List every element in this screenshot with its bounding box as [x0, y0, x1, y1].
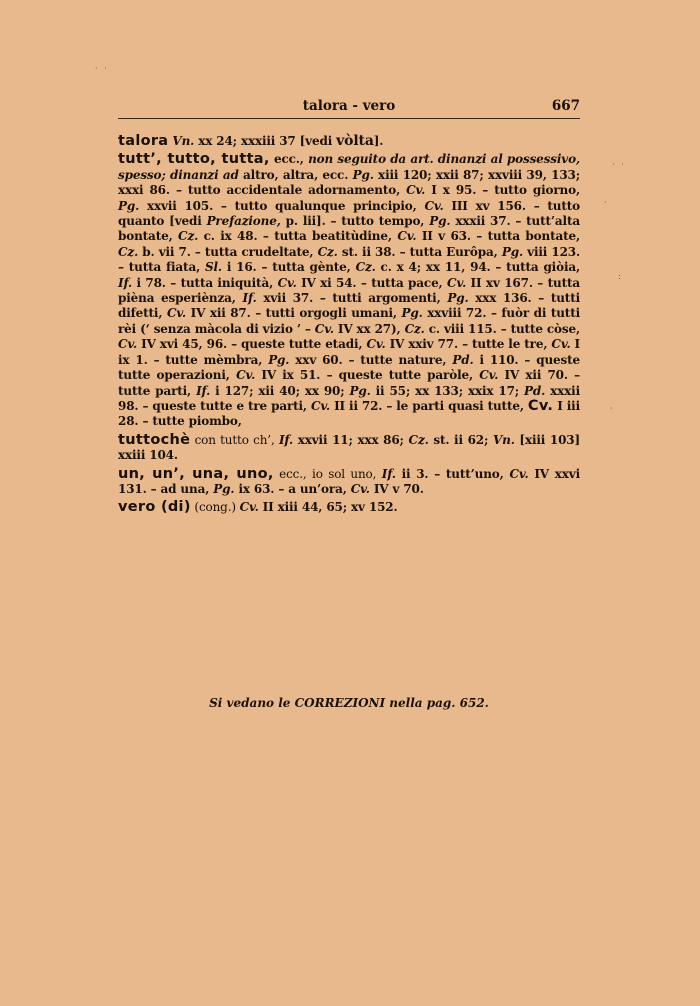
abbr: Pg. — [352, 167, 374, 182]
paper-speck: : — [618, 272, 623, 281]
text: viii 123. – tutta fiata, — [118, 244, 580, 275]
entry-tuttoche — [118, 433, 580, 464]
text: p. lii]. – tutto tempo, — [280, 214, 430, 229]
text: ix 63. – a un’ora, — [234, 481, 351, 496]
text: II xiii 44, 65; xv 152. — [258, 500, 398, 515]
abbr: Cv. — [447, 275, 467, 290]
entry-talora — [118, 134, 580, 149]
abbr: If. — [381, 466, 396, 481]
paper-speck: · · — [612, 160, 626, 169]
paper-speck: · — [610, 404, 615, 413]
headword: tuttochè — [118, 431, 191, 448]
text: (cong.) — [190, 500, 240, 515]
text: IV xx 27), — [333, 321, 405, 336]
text: xxxii 37. – tutt’alta bontate, — [118, 214, 580, 244]
text: III xv 156. – tutto quanto [vedi — [118, 198, 580, 229]
text: ecc., — [269, 152, 309, 167]
text: i 78. – tutta iniquità, — [132, 275, 278, 290]
abbr: Vn. — [172, 134, 195, 148]
text: ]. — [373, 134, 384, 148]
text: c. ix 48. – tutta beatitùdine, — [198, 229, 398, 244]
running-head — [118, 96, 580, 119]
headword: un, un’, una, uno, — [118, 465, 274, 482]
abbr: Cv. — [366, 337, 386, 352]
text: xvii 37. – tutti argomenti, — [256, 291, 448, 306]
text: IV xvi 45, 96. – queste tutte etadi, — [137, 337, 367, 352]
page-number: 667 — [551, 98, 580, 114]
text: IV xxiv 77. – tutte le tre, — [385, 337, 552, 352]
headword: talora — [118, 133, 169, 149]
abbr: Cv. — [397, 229, 417, 244]
text: i 16. – tutta gènte, — [221, 260, 356, 275]
abbr: Cv. — [311, 398, 331, 413]
entry-vero — [118, 500, 580, 515]
abbr: Cv. — [277, 275, 297, 290]
dictionary-entries — [118, 134, 580, 519]
cross-reference-headword: Cv. — [527, 397, 554, 414]
abbr: Cv. — [424, 198, 444, 213]
text: xxv 60. – tutte nature, — [289, 352, 453, 367]
text: xiii 120; xxii 87; xxviii 39, 133; xxxi 86. – tutto accidentale adornamento, — [118, 167, 580, 198]
abbr: Cz. — [408, 432, 429, 447]
text: IV xi 54. – tutta pace, — [296, 275, 448, 290]
headword: tutt’, tutto, tutta, — [118, 151, 270, 168]
paper-speck: · — [604, 198, 609, 207]
text: st. ii 62; — [428, 432, 493, 447]
abbr: Sl. — [205, 260, 222, 275]
abbr: Pg. — [213, 481, 235, 496]
abbr: Pg. — [268, 352, 290, 367]
abbr: If. — [118, 275, 133, 290]
abbr: Cv. — [551, 337, 571, 352]
text: IV xii 87. – tutti orgogli umani, — [186, 306, 402, 321]
text: ii 3. – tutt’uno, — [395, 466, 510, 481]
running-head-title: talora - vero — [302, 98, 396, 114]
abbr: Pg. — [401, 306, 423, 321]
abbr: Cz. — [355, 260, 376, 275]
text: xxxii 98. – queste tutte e tre parti, — [118, 383, 580, 413]
text: st. ii 38. – tutta Eurôpa, — [337, 244, 502, 259]
abbr: Cz. — [118, 244, 139, 259]
abbr: Pd. — [524, 383, 546, 398]
abbr: Cv. — [406, 183, 426, 198]
text: II xv 167. – tutta pièna esperiènza, — [118, 275, 580, 306]
entry-tutto — [118, 152, 580, 429]
text: c. x 4; xx 11, 94. – tutta giòia, — [375, 260, 581, 275]
cross-reference: vòlta — [336, 133, 374, 149]
abbr: Pg. — [349, 383, 371, 398]
text: i 110. – queste tutte operazioni, — [118, 352, 581, 383]
abbr: Cv. — [236, 368, 256, 383]
abbr: If. — [242, 291, 257, 306]
text: I ix 1. – tutte mèmbra, — [118, 337, 581, 367]
headword: vero (di) — [118, 499, 191, 516]
abbr: Pg. — [501, 244, 523, 259]
text: xxx 136. – tutti difetti, — [118, 291, 580, 321]
text: xxvii 11; xxx 86; — [293, 432, 409, 447]
abbr: If. — [196, 383, 211, 398]
abbr: Pg. — [429, 214, 451, 229]
abbr: Cz. — [317, 244, 338, 259]
abbr: Cz. — [178, 229, 199, 244]
text: II v 63. – tutta bontate, — [416, 229, 581, 244]
paper-speck: · · — [95, 64, 109, 73]
text: i 127; xii 40; xx 90; — [210, 383, 350, 398]
abbr: Cv. — [479, 368, 499, 383]
text: c. viii 115. – tutte còse, — [424, 321, 580, 336]
abbr: Cv. — [314, 321, 334, 336]
abbr: Cv. — [166, 306, 187, 321]
text: II ii 72. – le parti quasi tutte, — [330, 398, 528, 413]
text: I x 95. – tutto giorno, — [425, 183, 580, 198]
abbr: Cz. — [404, 321, 425, 336]
text: ii 55; xx 133; xxix 17; — [370, 383, 525, 398]
text: b. vii 7. – tutta crudeltate, — [138, 244, 318, 259]
text: ecc., io sol uno, — [273, 466, 382, 481]
corrections-note: Si vedano le CORREZIONI nella pag. 652. — [209, 696, 489, 710]
text: IV ix 51. – queste tutte paròle, — [255, 368, 480, 383]
abbr: Pg. — [118, 198, 140, 213]
entry-uno — [118, 467, 580, 498]
abbr: Pg. — [447, 291, 469, 306]
abbr: Pd. — [452, 352, 474, 367]
text: xxvii 105. – tutto qualunque principio, — [139, 198, 425, 213]
abbr: Cv. — [350, 481, 370, 496]
text: xxviii 72. – fuòr di tutti rèi (‘ senza màcola di vizio ’ – — [118, 306, 580, 336]
abbr: Cv. — [509, 466, 529, 481]
abbr: Cv. — [118, 337, 138, 352]
text: IV xxvi 131. – ad una, — [118, 466, 580, 496]
abbr: Prefazione, — [206, 214, 281, 229]
text: IV v 70. — [369, 481, 424, 496]
abbr: Vn. — [492, 432, 515, 447]
usage-note: non seguito da art. dinanzi al possessivo, spesso; dinanzi ad — [118, 152, 580, 182]
text: IV xii 70. – tutte parti, — [118, 368, 581, 398]
abbr: If. — [278, 432, 294, 447]
text: I iii 28. – tutte piombo, — [118, 398, 580, 429]
text: xx 24; xxxiii 37 [vedi — [194, 134, 337, 148]
text: [xiii 103] xxiii 104. — [118, 432, 580, 463]
abbr: Cv. — [239, 500, 259, 515]
text: con tutto ch’, — [190, 432, 279, 447]
text: altro, altra, ecc. — [238, 167, 353, 182]
